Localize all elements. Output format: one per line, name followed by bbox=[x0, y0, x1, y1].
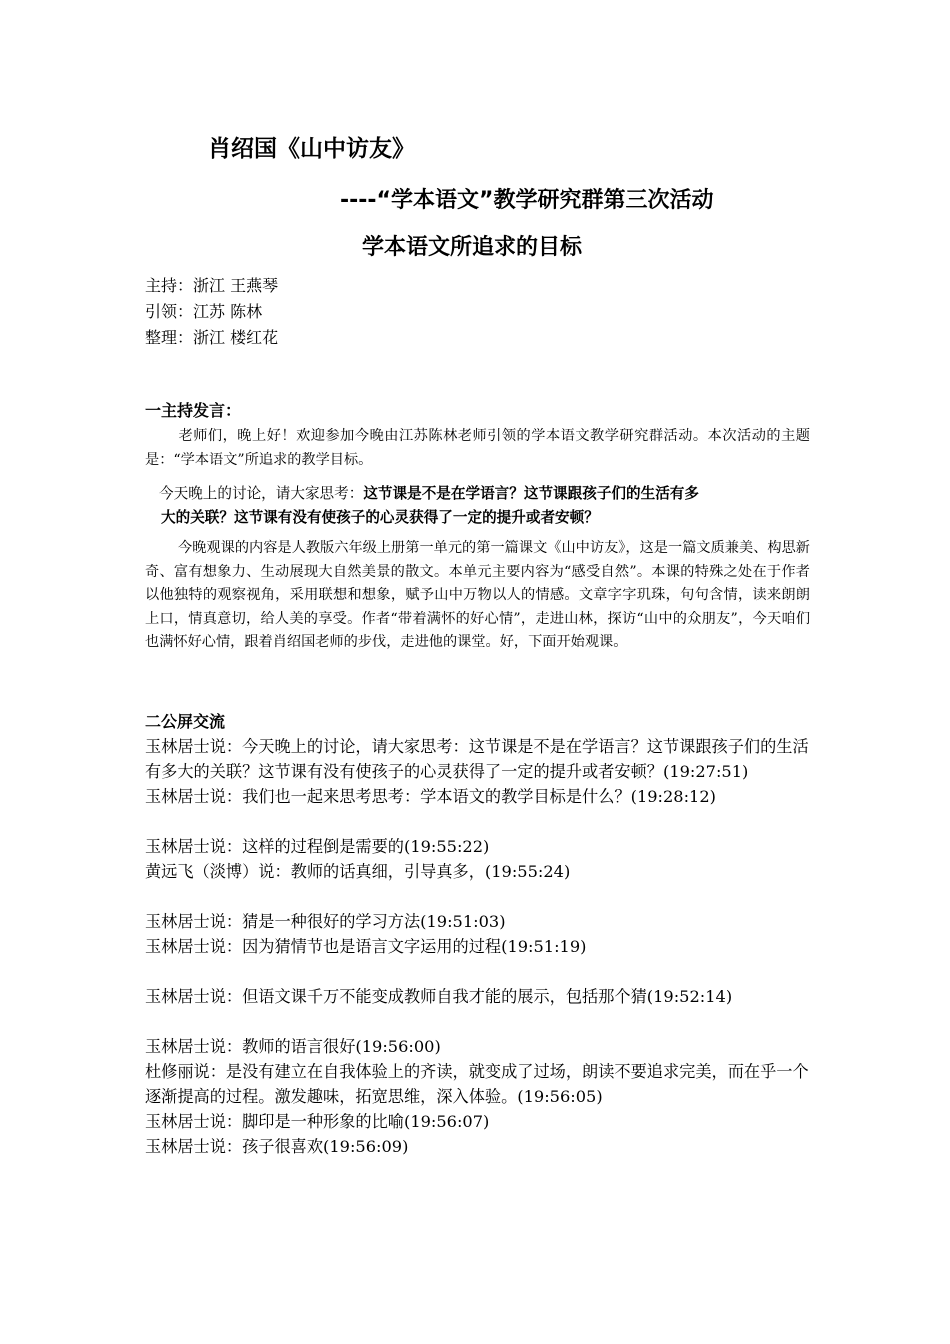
chat-message: 玉林居士说：但语文课千万不能变成教师自我才能的展示，包括那个猜(19:52:14) bbox=[145, 987, 733, 1006]
chat-message: 玉林居士说：今天晚上的讨论，请大家思考：这节课是不是在学语言？这节课跟孩子们的生活有多大的关联？这节课有没有使孩子的心灵获得了一定的提升或者安顿？(19:27:51) bbox=[145, 737, 809, 781]
credits-block bbox=[145, 273, 278, 351]
lesson-paragraph bbox=[145, 537, 810, 655]
chat-message: 杜修丽说：是没有建立在自我体验上的齐读，就变成了过场，朗读不要追求完美，而在乎一个逐渐提高的过程。激发趣味，拓宽思维，深入体验。(19:56:05) bbox=[145, 1062, 809, 1106]
main-title: 肖绍国《山中访友》 bbox=[208, 136, 415, 162]
chat-log bbox=[145, 734, 815, 1159]
chat-message: 玉林居士说：教师的语言很好(19:56:00) bbox=[145, 1037, 441, 1056]
subtitle: ----“学本语文”教学研究群第三次活动 bbox=[340, 188, 714, 213]
credit-host: 主持：浙江 王燕琴 bbox=[145, 276, 279, 295]
host-intro-text: 老师们，晚上好！欢迎参加今晚由江苏陈林老师引领的学本语文教学研究群活动。本次活动的主题是：“学本语文”所追求的教学目标。 bbox=[145, 428, 810, 468]
topic-heading: 学本语文所追求的目标 bbox=[362, 235, 583, 260]
question-lead: 今天晚上的讨论，请大家思考： bbox=[159, 485, 364, 502]
chat-message: 黄远飞（淡博）说：教师的话真细，引导真多，(19:55:24) bbox=[145, 862, 571, 881]
chat-message: 玉林居士说：这样的过程倒是需要的(19:55:22) bbox=[145, 837, 490, 856]
chat-message: 玉林居士说：因为猜情节也是语言文字运用的过程(19:51:19) bbox=[145, 937, 587, 956]
discussion-question bbox=[145, 482, 810, 530]
question-bold-1: 这节课是不是在学语言？这节课跟孩子们的生活有多 bbox=[363, 485, 699, 502]
lesson-text: 今晚观课的内容是人教版六年级上册第一单元的第一篇课文《山中访友》，这是一篇文质兼美、构思新奇、富有想象力、生动展现大自然美景的散文。本单元主要内容为“感受自然”。本课的特殊之处在于作者以他独特的观察视角，采用联想和想象，赋予山中万物以人的情感。文章字字玑珠，句句含情，读来朗朗上口，情真意切，给人美的享受。作者“带着满怀的好心情”，走进山林，探访“山中的众朋友”，今天咱们也满怀好心情，跟着肖绍国老师的步伐，走进他的课堂。好，下面开始观课。 bbox=[145, 540, 811, 650]
question-bold-2: 大的关联？这节课有没有使孩子的心灵获得了一定的提升或者安顿？ bbox=[161, 509, 599, 526]
chat-message: 玉林居士说：孩子很喜欢(19:56:09) bbox=[145, 1137, 409, 1156]
credit-editor: 整理：浙江 楼红花 bbox=[145, 328, 279, 347]
host-intro-paragraph bbox=[145, 425, 810, 472]
chat-message: 玉林居士说：猜是一种很好的学习方法(19:51:03) bbox=[145, 912, 506, 931]
credit-guide: 引领：江苏 陈林 bbox=[145, 302, 263, 321]
chat-message: 玉林居士说：脚印是一种形象的比喻(19:56:07) bbox=[145, 1112, 490, 1131]
chat-message: 玉林居士说：我们也一起来思考思考：学本语文的教学目标是什么？(19:28:12) bbox=[145, 787, 716, 806]
section-heading-host: 一主持发言： bbox=[145, 401, 242, 420]
section-heading-chat: 二公屏交流 bbox=[145, 712, 226, 731]
